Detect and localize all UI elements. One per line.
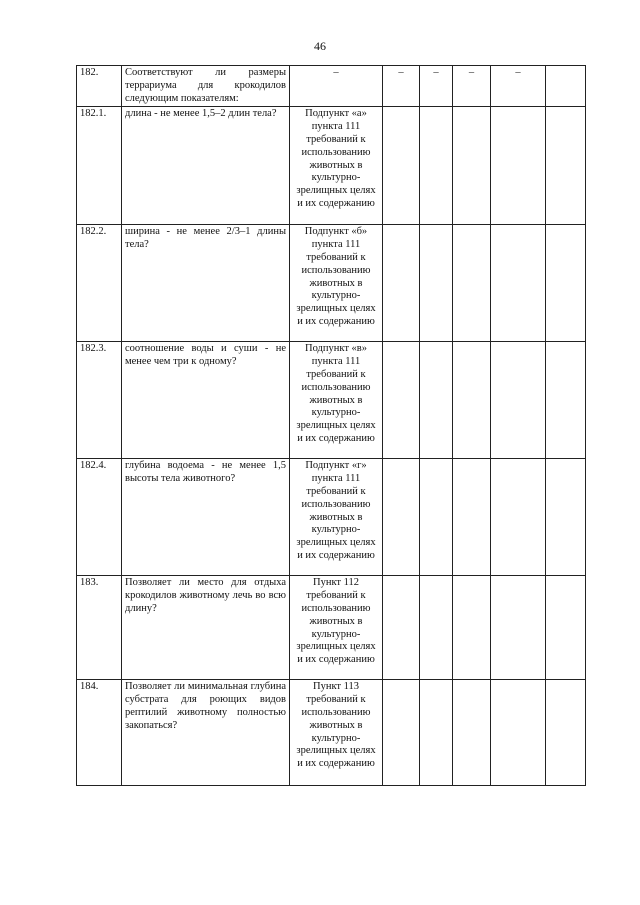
table-row — [77, 576, 586, 680]
legal-reference: Подпункт «а» пункта 111 требований к использованию животных в культурно-зрелищных целях и их содержанию — [290, 107, 383, 225]
answer-no-cell — [420, 225, 453, 342]
legal-reference: Подпункт «в» пункта 111 требований к использованию животных в культурно-зрелищных целях и их содержанию — [290, 342, 383, 459]
answer-no-cell — [420, 342, 453, 459]
legal-reference: Пункт 113 требований к использованию животных в культурно-зрелищных целях и их содержанию — [290, 680, 383, 786]
answer-no-cell — [420, 459, 453, 576]
note-cell: – — [491, 66, 546, 107]
answer-yes-cell — [383, 680, 420, 786]
page-number: 46 — [314, 39, 326, 53]
answer-yes-cell — [383, 107, 420, 225]
answer-na-cell: – — [453, 66, 491, 107]
legal-reference: – — [290, 66, 383, 107]
row-number: 183. — [77, 576, 122, 680]
question-text: длина - не менее 1,5–2 длин тела? — [122, 107, 290, 225]
answer-yes-cell — [383, 342, 420, 459]
answer-na-cell — [453, 576, 491, 680]
note-cell — [491, 680, 546, 786]
answer-yes-cell: – — [383, 66, 420, 107]
row-number: 182.3. — [77, 342, 122, 459]
answer-no-cell — [420, 680, 453, 786]
checklist-table — [76, 65, 586, 786]
table-row — [77, 459, 586, 576]
legal-reference: Подпункт «б» пункта 111 требований к использованию животных в культурно-зрелищных целях и их содержанию — [290, 225, 383, 342]
question-text: Соответствуют ли размеры террариума для крокодилов следующим показателям: — [122, 66, 290, 107]
answer-na-cell — [453, 225, 491, 342]
row-number: 182.4. — [77, 459, 122, 576]
extra-cell — [546, 680, 586, 786]
note-cell — [491, 225, 546, 342]
note-cell — [491, 107, 546, 225]
row-number: 182.2. — [77, 225, 122, 342]
answer-na-cell — [453, 459, 491, 576]
legal-reference: Подпункт «г» пункта 111 требований к использованию животных в культурно-зрелищных целях и их содержанию — [290, 459, 383, 576]
answer-na-cell — [453, 107, 491, 225]
row-number: 184. — [77, 680, 122, 786]
note-cell — [491, 342, 546, 459]
question-text: ширина - не менее 2/3–1 длины тела? — [122, 225, 290, 342]
extra-cell — [546, 459, 586, 576]
table-row — [77, 680, 586, 786]
note-cell — [491, 459, 546, 576]
table-row — [77, 225, 586, 342]
answer-yes-cell — [383, 459, 420, 576]
question-text: глубина водоема - не менее 1,5 высоты тела животного? — [122, 459, 290, 576]
answer-no-cell — [420, 107, 453, 225]
extra-cell — [546, 576, 586, 680]
answer-na-cell — [453, 680, 491, 786]
answer-na-cell — [453, 342, 491, 459]
question-text: соотношение воды и суши - не менее чем три к одному? — [122, 342, 290, 459]
question-text: Позволяет ли минимальная глубина субстрата для роющих видов рептилий животному полностью закопаться? — [122, 680, 290, 786]
answer-no-cell: – — [420, 66, 453, 107]
extra-cell — [546, 225, 586, 342]
extra-cell — [546, 66, 586, 107]
note-cell — [491, 576, 546, 680]
question-text: Позволяет ли место для отдыха крокодилов животному лечь во всю длину? — [122, 576, 290, 680]
answer-yes-cell — [383, 576, 420, 680]
answer-no-cell — [420, 576, 453, 680]
legal-reference: Пункт 112 требований к использованию животных в культурно-зрелищных целях и их содержанию — [290, 576, 383, 680]
row-number: 182. — [77, 66, 122, 107]
answer-yes-cell — [383, 225, 420, 342]
extra-cell — [546, 107, 586, 225]
extra-cell — [546, 342, 586, 459]
row-number: 182.1. — [77, 107, 122, 225]
table-row — [77, 342, 586, 459]
table-row — [77, 66, 586, 107]
table-row — [77, 107, 586, 225]
